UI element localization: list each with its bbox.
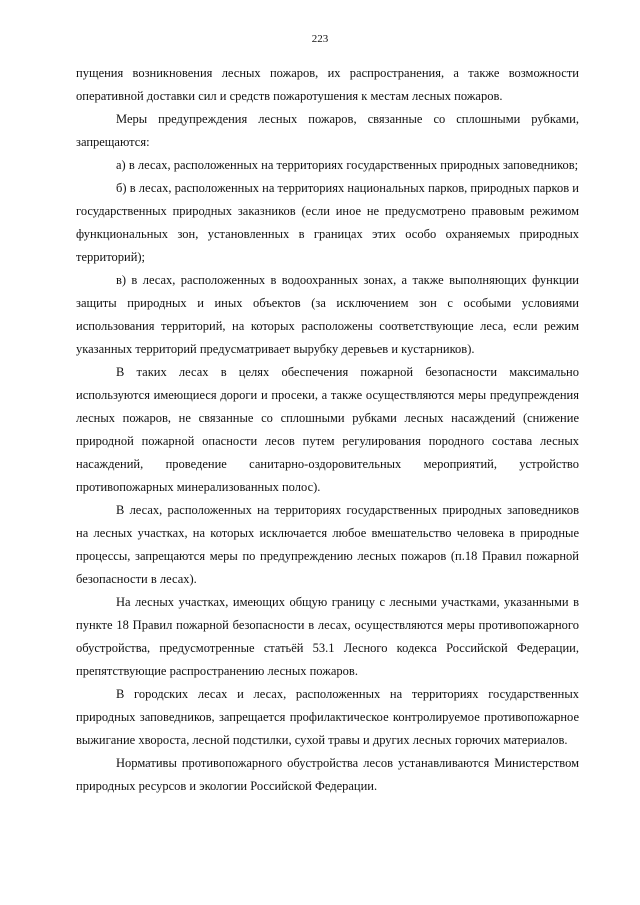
paragraph-continuation: пущения возникновения лесных пожаров, их распространения, а также возможности оперативной доставки сил и средств пожаротушения к местам лесных пожаров. <box>76 66 579 103</box>
paragraph-item-b: б) в лесах, расположенных на территориях национальных парков, природных парков и государственных природных заказников (если иное не предусмотрено правовым режимом функциональных зон, установленных в границах этих особо охраняемых природных территорий); <box>76 181 579 264</box>
paragraph-common-border: На лесных участках, имеющих общую границу с лесными участками, указанными в пункте 18 Правил пожарной безопасности в лесах, осуществляются меры противопожарного обустройства, предусмотренные статьёй 53.1 Лесного кодекса Российской Федерации, препятствующие распространению лесных пожаров. <box>76 595 579 678</box>
paragraph-roads-and-clearings: В таких лесах в целях обеспечения пожарной безопасности максимально используются имеющиеся дороги и просеки, а также осуществляются меры предупреждения лесных пожаров, не связанные со сплошными рубками лесных насаждений (снижение природной пожарной опасности лесов путем регулирования породного состава лесных насаждений, проведение санитарно-оздоровительных мероприятий, устройство противопожарных минерализованных полос). <box>76 365 579 494</box>
paragraph-reserves: В лесах, расположенных на территориях государственных природных заповедников на лесных участках, на которых исключается любое вмешательство человека в природные процессы, запрещаются меры по предупреждению лесных пожаров (п.18 Правил пожарной безопасности в лесах). <box>76 503 579 586</box>
paragraph-prohibited-measures: Меры предупреждения лесных пожаров, связанные со сплошными рубками, запрещаются: <box>76 112 579 149</box>
paragraph-item-c: в) в лесах, расположенных в водоохранных зонах, а также выполняющих функции защиты природных и иных объектов (за исключением зон с особыми условиями использования территорий, на которых расположены соответствующие леса, если режим указанных территорий предусматривает вырубку деревьев и кустарников). <box>76 273 579 356</box>
document-body <box>76 62 579 798</box>
paragraph-item-a: а) в лесах, расположенных на территориях государственных природных заповедников; <box>116 158 579 172</box>
paragraph-urban-forests: В городских лесах и лесах, расположенных на территориях государственных природных заповедников, запрещается профилактическое контролируемое противопожарное выжигание хвороста, лесной подстилки, сухой травы и других лесных горючих материалов. <box>76 687 579 747</box>
page-number: 223 <box>311 33 329 45</box>
paragraph-norms: Нормативы противопожарного обустройства лесов устанавливаются Министерством природных ресурсов и экологии Российской Федерации. <box>76 756 579 793</box>
